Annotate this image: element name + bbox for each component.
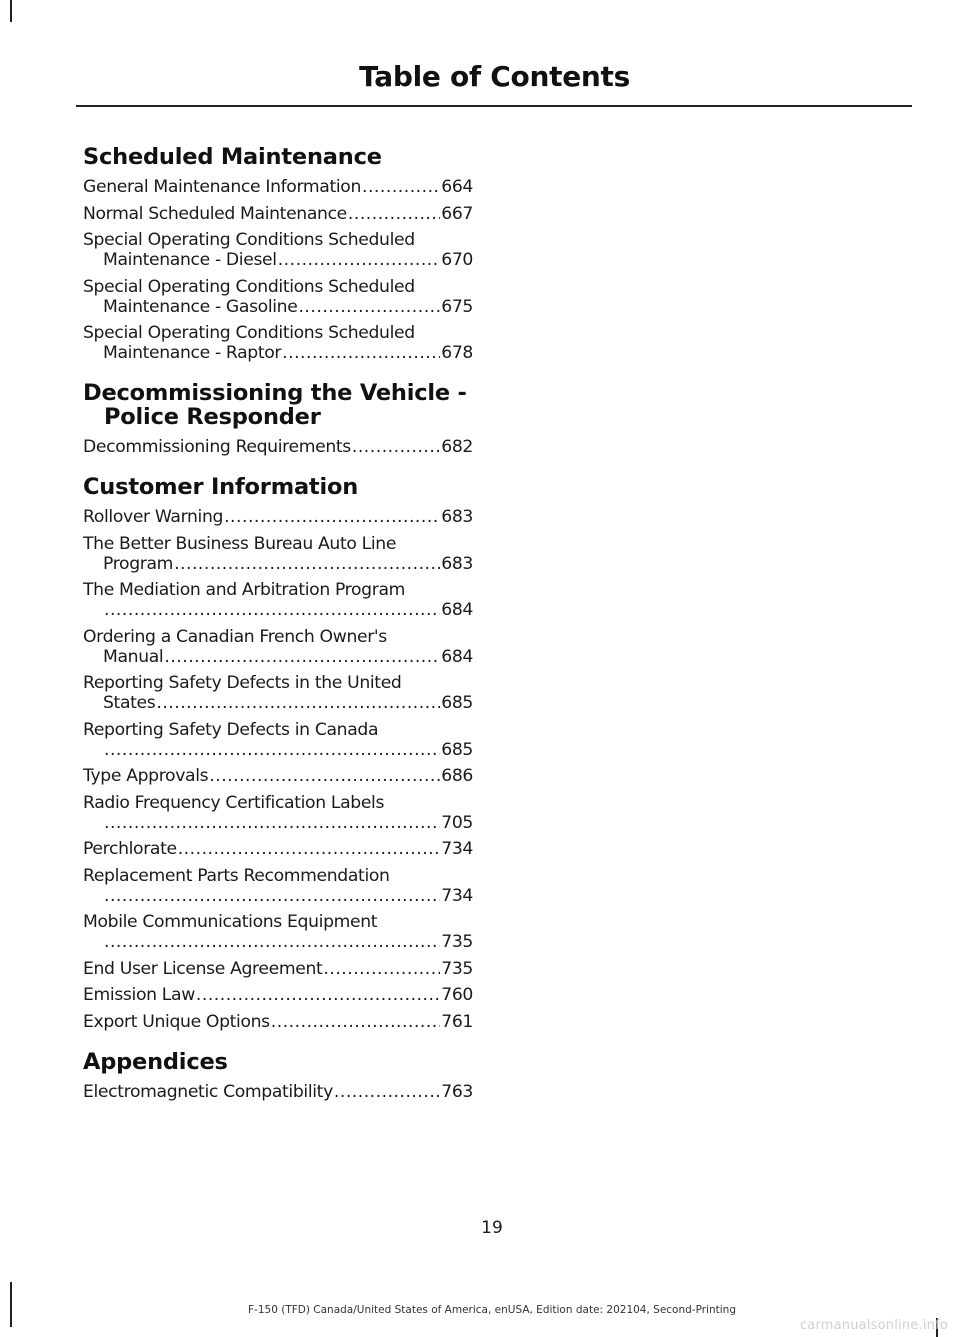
section-title: Customer Information xyxy=(83,474,359,500)
toc-page-number: 664 xyxy=(441,177,473,197)
toc-entry-text: General Maintenance Information xyxy=(83,177,361,197)
dot-leader xyxy=(174,554,440,574)
table-of-contents xyxy=(83,145,473,1120)
toc-entry-text: Maintenance - Diesel xyxy=(103,250,277,270)
toc-entry[interactable] xyxy=(83,204,473,224)
toc-entry-text: Radio Frequency Certification Labels xyxy=(83,792,385,813)
page-title: Table of Contents xyxy=(359,60,630,93)
toc-page-number: 667 xyxy=(441,203,473,224)
toc-entry[interactable] xyxy=(83,959,473,979)
toc-entry[interactable] xyxy=(83,985,473,1005)
toc-page-number: 683 xyxy=(441,553,473,574)
toc-entry-text: Emission Law xyxy=(83,985,195,1005)
toc-entry-text: Special Operating Conditions Scheduled xyxy=(83,323,415,343)
toc-entry-text: Special Operating Conditions Scheduled xyxy=(83,276,415,297)
toc-section xyxy=(83,475,473,1032)
toc-entry[interactable] xyxy=(83,437,473,457)
toc-entry-text: Decommissioning Requirements xyxy=(83,437,351,457)
dot-leader xyxy=(282,343,440,363)
toc-entry-text: Replacement Parts Recommendation xyxy=(83,865,390,886)
toc-entry-text: The Better Business Bureau Auto Line xyxy=(83,533,397,554)
toc-page-number: 685 xyxy=(441,739,473,760)
toc-entry-text: Special Operating Conditions Scheduled xyxy=(83,230,415,250)
page-number: 19 xyxy=(481,1218,503,1238)
toc-entry[interactable] xyxy=(83,277,473,317)
toc-entry-text: Reporting Safety Defects in Canada xyxy=(83,719,379,740)
toc-page-number: 760 xyxy=(441,985,473,1005)
toc-entry[interactable] xyxy=(83,534,473,574)
dot-leader xyxy=(104,600,440,620)
toc-entry[interactable] xyxy=(83,177,473,197)
dot-leader xyxy=(334,1082,440,1102)
toc-entry[interactable] xyxy=(83,580,473,620)
dot-leader xyxy=(104,740,440,760)
toc-entry[interactable] xyxy=(83,673,473,713)
toc-entry[interactable] xyxy=(83,1012,473,1032)
toc-entry-text: Export Unique Options xyxy=(83,1011,270,1032)
dot-leader xyxy=(271,1012,440,1032)
dot-leader xyxy=(278,250,441,270)
toc-page-number: 682 xyxy=(441,437,473,457)
toc-entry-text: Electromagnetic Compatibility xyxy=(83,1081,333,1102)
header-divider xyxy=(76,105,912,107)
toc-entry[interactable] xyxy=(83,912,473,952)
toc-page-number: 683 xyxy=(441,507,473,527)
toc-page-number: 684 xyxy=(441,646,473,667)
dot-leader xyxy=(164,647,440,667)
toc-entry-text: Maintenance - Raptor xyxy=(103,343,282,363)
toc-page-number: 761 xyxy=(441,1011,473,1032)
toc-page-number: 735 xyxy=(441,932,473,952)
footer-edition-info: F-150 (TFD) Canada/United States of America, enUSA, Edition date: 202104, Second-Printing xyxy=(248,1304,736,1316)
section-title: Scheduled Maintenance xyxy=(83,144,382,170)
toc-entry-text: Ordering a Canadian French Owner's xyxy=(83,626,387,647)
dot-leader xyxy=(104,886,440,906)
dot-leader xyxy=(104,813,440,833)
toc-entry-text: Reporting Safety Defects in the United xyxy=(83,673,402,693)
toc-page-number: 734 xyxy=(441,839,473,859)
toc-entry[interactable] xyxy=(83,866,473,906)
toc-section xyxy=(83,145,473,363)
toc-entry[interactable] xyxy=(83,323,473,363)
toc-entry-text: Maintenance - Gasoline xyxy=(103,296,298,317)
section-title: Appendices xyxy=(83,1048,228,1075)
toc-page-number: 675 xyxy=(441,296,473,317)
toc-entry-text: Perchlorate xyxy=(83,839,177,859)
toc-entry[interactable] xyxy=(83,839,473,859)
dot-leader xyxy=(104,932,440,952)
toc-entry[interactable] xyxy=(83,507,473,527)
toc-entry-text: Manual xyxy=(103,646,164,667)
dot-leader xyxy=(224,507,440,527)
dot-leader xyxy=(348,204,440,224)
dot-leader xyxy=(178,839,441,859)
toc-page-number: 705 xyxy=(441,812,473,833)
toc-page-number: 763 xyxy=(441,1081,473,1102)
toc-page-number: 678 xyxy=(441,343,473,363)
toc-entry[interactable] xyxy=(83,230,473,270)
toc-page-number: 684 xyxy=(441,600,473,620)
toc-entry-text: States xyxy=(103,693,156,713)
toc-page-number: 734 xyxy=(441,885,473,906)
toc-section xyxy=(83,381,473,457)
toc-entry-text: End User License Agreement xyxy=(83,958,323,979)
toc-page-number: 735 xyxy=(441,958,473,979)
dot-leader xyxy=(362,177,440,197)
toc-entry-text: Rollover Warning xyxy=(83,507,224,527)
dot-leader xyxy=(196,985,440,1005)
crop-mark-top-left xyxy=(10,0,12,22)
dot-leader xyxy=(209,766,440,786)
toc-page-number: 685 xyxy=(441,693,473,713)
toc-page-number: 670 xyxy=(441,250,473,270)
dot-leader xyxy=(352,437,440,457)
toc-section xyxy=(83,1050,473,1102)
dot-leader xyxy=(156,693,440,713)
toc-page-number: 686 xyxy=(441,766,473,786)
dot-leader xyxy=(298,297,440,317)
toc-entry-text: Program xyxy=(103,553,174,574)
toc-entry[interactable] xyxy=(83,627,473,667)
section-title: Decommissioning the Vehicle - Police Responder xyxy=(83,380,467,430)
dot-leader xyxy=(323,959,440,979)
toc-entry[interactable] xyxy=(83,1082,473,1102)
toc-entry-text: Mobile Communications Equipment xyxy=(83,912,378,932)
toc-entry[interactable] xyxy=(83,720,473,760)
toc-entry-text: The Mediation and Arbitration Program xyxy=(83,580,406,600)
toc-entry-text: Type Approvals xyxy=(83,766,209,786)
toc-entry-text: Normal Scheduled Maintenance xyxy=(83,203,347,224)
toc-entry[interactable] xyxy=(83,793,473,833)
toc-entry[interactable] xyxy=(83,766,473,786)
watermark: carmanualsonline.info xyxy=(799,1318,948,1333)
